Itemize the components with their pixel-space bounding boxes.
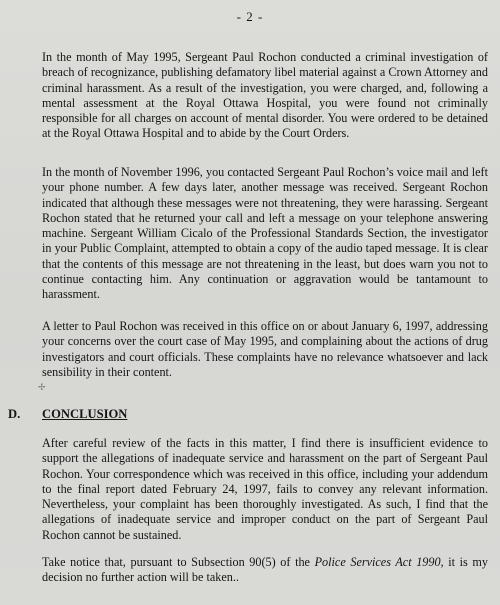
act-name: Police Services Act 1990 — [314, 555, 441, 569]
paragraph-voice-mail-1996: In the month of November 1996, you contacted Sergeant Paul Rochon’s voice mail and left your phone number. A few days later, another message was received. Sergeant Rochon indicated that although these messages were not threatening, they were harassing. Sergeant Rochon stated that he returned your call and left a message on your telephone answering machine. Sergeant William Cicalo of the Professional Standards Section, the investigator in your Public Complaint, attempted to obtain a copy of the audio taped message. It is clear that the contents of this message are not threatening in the least, but does warn you not to continue contacting him. Any continuation or aggravation would be tantamount to harassment. — [42, 165, 488, 302]
final-text-before: Take notice that, pursuant to Subsection 90(5) of the — [42, 555, 315, 569]
page-number: - 2 - — [236, 9, 264, 24]
scan-speck-icon: ✢ — [38, 382, 46, 392]
section-heading — [8, 407, 127, 422]
paragraph-final-decision — [42, 555, 488, 586]
paragraph-letter-1997: A letter to Paul Rochon was received in this office on or about January 6, 1997, addressing your concerns over the court case of May 1995, and complaining about the actions of drug investigators and court officials. These complaints have no relevance whatsoever and lack sensibility in their content. — [42, 319, 488, 379]
section-title: CONCLUSION — [42, 407, 128, 421]
paragraph-conclusion: After careful review of the facts in this matter, I find there is insufficient evidence to support the allegations of inadequate service and harassment on the part of Sergeant Paul Rochon. Your correspondence which was received in this office, including your addendum to the final report dated February 24, 1997, fails to convey any relevant information. Nevertheless, your complaint has been thoroughly investigated. As such, I find that the allegations of inadequate service and improper conduct on the part of Sergeant Paul Rochon cannot be sustained. — [42, 436, 488, 542]
final-text-after: , it is my decision no further action will be taken.. — [42, 555, 488, 585]
section-letter: D. — [8, 407, 21, 421]
paragraph-investigation-1995: In the month of May 1995, Sergeant Paul Rochon conducted a criminal investigation of breach of recognizance, publishing defamatory libel material against a Crown Attorney and criminal harassment. As a result of the investigation, you were charged, and, following a mental assessment at the Royal Ottawa Hospital, you were found not criminally responsible for all charges on account of mental disorder. You were ordered to be detained at the Royal Ottawa Hospital and to abide by the Court Orders. — [42, 50, 488, 141]
